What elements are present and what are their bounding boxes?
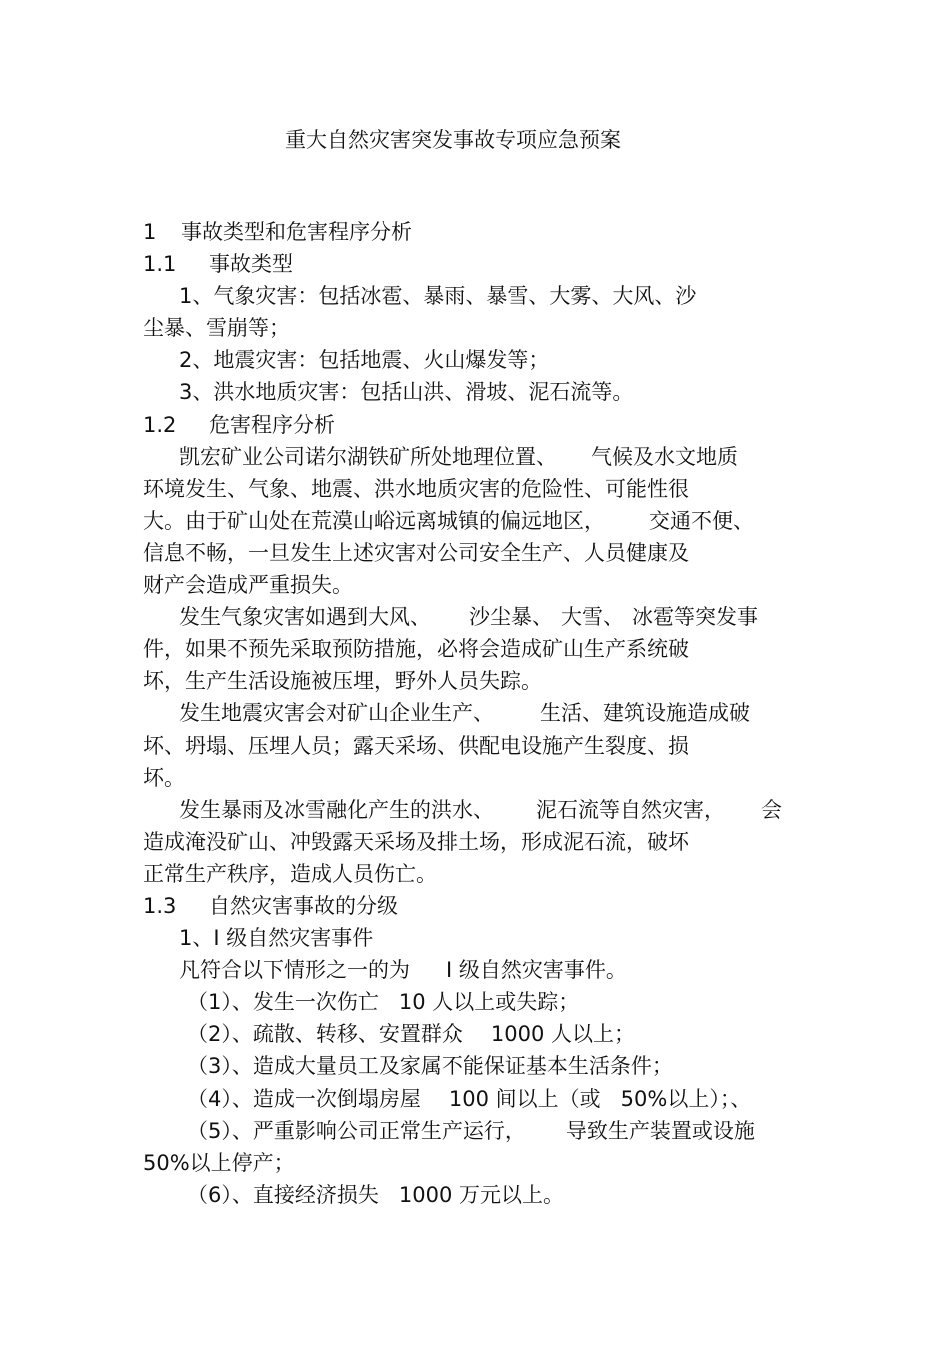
- text-run: 生活、建筑设施造成破: [540, 701, 750, 726]
- list-item: 3、洪水地质灾害：包括山洪、滑坡、泥石流等。: [179, 380, 634, 405]
- text-run: 100 间以上（或: [448, 1086, 601, 1111]
- list-item: 2、地震灾害：包括地震、火山爆发等；: [179, 348, 550, 373]
- text-run: 1000 万元以上。: [398, 1182, 564, 1207]
- criteria-item: [143, 1179, 823, 1211]
- paragraph-line: [143, 601, 823, 633]
- grade-heading: 1、I 级自然灾害事件: [179, 926, 374, 951]
- text-run: 发生地震灾害会对矿山企业生产、: [179, 701, 494, 726]
- text-run: 泥石流等自然灾害，: [536, 797, 725, 822]
- text-run: 大。由于矿山处在荒漠山峪远离城镇的偏远地区，: [143, 508, 605, 533]
- text-run: 会: [761, 797, 782, 822]
- paragraph-line: 环境发生、气象、地震、洪水地质灾害的危险性、可能性很: [143, 476, 689, 501]
- paragraph-line: 坏。: [143, 765, 185, 790]
- paragraph-line: 坏，生产生活设施被压埋，野外人员失踪。: [143, 669, 542, 694]
- text-run: 气候及水文地质: [591, 444, 738, 469]
- text-run: 大雪、: [561, 605, 624, 630]
- document-body: [143, 216, 823, 1211]
- text-run: 冰雹等突发事: [632, 605, 758, 630]
- paragraph-line: [143, 697, 823, 729]
- paragraph-line: [143, 954, 823, 986]
- heading-number: 1: [143, 220, 157, 244]
- text-run: 凯宏矿业公司诺尔湖铁矿所处地理位置、: [179, 444, 557, 469]
- heading-1-1: [143, 248, 823, 280]
- text-run: 沙尘暴、: [469, 605, 553, 630]
- text-run: 凡符合以下情形之一的为: [179, 958, 410, 983]
- criteria-item: [143, 1018, 823, 1050]
- paragraph-line: [143, 441, 823, 473]
- heading-1-3: [143, 890, 823, 922]
- text-run: （2）、疏散、转移、安置群众: [187, 1022, 463, 1047]
- paragraph-line: 信息不畅，一旦发生上述灾害对公司安全生产、人员健康及: [143, 540, 689, 565]
- heading-1: [143, 216, 823, 248]
- heading-1-2: [143, 409, 823, 441]
- paragraph-line: 坏、坍塌、压埋人员；露天采场、供配电设施产生裂度、损: [143, 733, 689, 758]
- text-run: （1）、发生一次伤亡: [187, 990, 379, 1015]
- criteria-item: [143, 1083, 823, 1115]
- paragraph-line: [143, 794, 823, 826]
- text-run: I 级自然灾害事件。: [446, 958, 627, 983]
- criteria-item: [143, 986, 823, 1018]
- text-run: 10 人以上或失踪；: [398, 990, 580, 1015]
- heading-text: 危害程序分析: [209, 412, 335, 437]
- heading-text: 自然灾害事故的分级: [209, 893, 398, 918]
- list-item: 1、气象灾害：包括冰雹、暴雨、暴雪、大雾、大风、沙: [179, 284, 697, 309]
- paragraph-line: 造成淹没矿山、冲毁露天采场及排土场，形成泥石流，破坏: [143, 829, 689, 854]
- text-run: （6）、直接经济损失: [187, 1182, 379, 1207]
- heading-text: 事故类型: [209, 252, 293, 277]
- criteria-item-continued: 50%以上停产；: [143, 1150, 295, 1175]
- heading-number: 1.3: [143, 893, 177, 918]
- text-run: （5）、严重影响公司正常生产运行，: [187, 1118, 526, 1143]
- paragraph-line: 财产会造成严重损失。: [143, 573, 353, 598]
- text-run: 导致生产装置或设施: [565, 1118, 755, 1143]
- heading-text: 事故类型和危害程序分析: [181, 220, 412, 244]
- text-run: （4）、造成一次倒塌房屋: [187, 1086, 421, 1111]
- heading-number: 1.1: [143, 252, 177, 277]
- criteria-item: [143, 1115, 823, 1147]
- text-run: 1000 人以上；: [490, 1022, 635, 1047]
- paragraph-line: 件，如果不预先采取预防措施，必将会造成矿山生产系统破: [143, 637, 689, 662]
- text-run: 发生暴雨及冰雪融化产生的洪水、: [179, 797, 494, 822]
- text-run: 交通不便、: [649, 508, 754, 533]
- criteria-item: （3）、造成大量员工及家属不能保证基本生活条件；: [187, 1054, 673, 1079]
- heading-number: 1.2: [143, 412, 177, 437]
- text-run: 50%以上）；、: [620, 1086, 752, 1111]
- text-run: 发生气象灾害如遇到大风、: [179, 605, 431, 630]
- paragraph-line: 正常生产秩序，造成人员伤亡。: [143, 861, 437, 886]
- paragraph-line: [143, 505, 823, 537]
- document-title: 重大自然灾害突发事故专项应急预案: [285, 128, 621, 152]
- list-item-continued: 尘暴、雪崩等；: [143, 316, 290, 341]
